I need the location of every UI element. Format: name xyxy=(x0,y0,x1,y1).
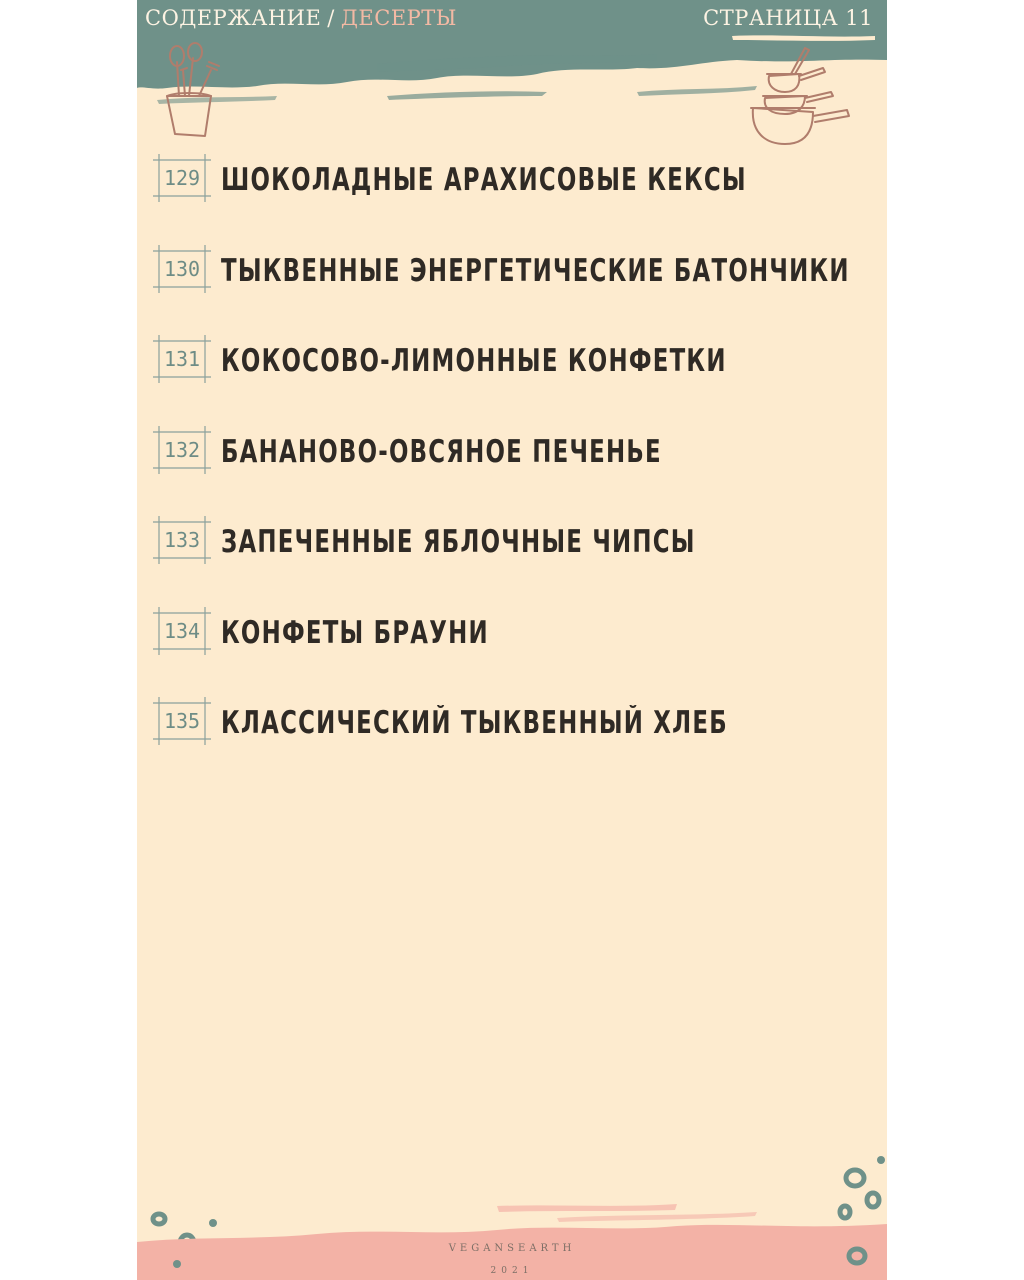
breadcrumb-separator: / xyxy=(327,6,335,30)
breadcrumb-contents[interactable]: СОДЕРЖАНИЕ xyxy=(145,6,322,30)
toc-title: БАНАНОВО-ОВСЯНОЕ ПЕЧЕНЬЕ xyxy=(221,433,662,470)
recipe-book-page xyxy=(137,0,887,1280)
toc-title: КОНФЕТЫ БРАУНИ xyxy=(221,614,489,651)
footer-brand: VEGANSEARTH xyxy=(448,1243,576,1254)
footer-year: 2021 xyxy=(490,1266,534,1276)
toc-title: ЗАПЕЧЕННЫЕ ЯБЛОЧНЫЕ ЧИПСЫ xyxy=(221,524,696,560)
page-number-box: 132 xyxy=(157,430,207,470)
toc-title: КОКОСОВО-ЛИМОННЫЕ КОНФЕТКИ xyxy=(221,343,727,379)
page-number-label: СТРАНИЦА 11 xyxy=(703,6,873,30)
toc-title: КЛАССИЧЕСКИЙ ТЫКВЕННЫЙ ХЛЕБ xyxy=(221,705,728,741)
toc-entry-132[interactable] xyxy=(157,430,877,521)
toc-entry-134[interactable] xyxy=(157,611,877,702)
toc-entry-133[interactable] xyxy=(157,520,877,611)
page-number-box: 133 xyxy=(157,520,207,560)
toc-title: ТЫКВЕННЫЕ ЭНЕРГЕТИЧЕСКИЕ БАТОНЧИКИ xyxy=(221,252,850,289)
page-number-box: 129 xyxy=(157,158,207,198)
toc-entry-135[interactable] xyxy=(157,701,877,792)
toc-title: ШОКОЛАДНЫЕ АРАХИСОВЫЕ КЕКСЫ xyxy=(221,162,747,198)
page-number-box: 131 xyxy=(157,339,207,379)
utensil-jar-icon xyxy=(157,40,237,140)
table-of-contents xyxy=(157,158,877,792)
page-number-box: 130 xyxy=(157,249,207,289)
toc-entry-130[interactable] xyxy=(157,249,877,340)
cooking-pots-icon xyxy=(747,44,857,152)
toc-entry-129[interactable] xyxy=(157,158,877,249)
toc-entry-131[interactable] xyxy=(157,339,877,430)
page-number-box: 134 xyxy=(157,611,207,651)
page-number-box: 135 xyxy=(157,701,207,741)
breadcrumb-section[interactable]: ДЕСЕРТЫ xyxy=(340,6,457,30)
breadcrumb xyxy=(145,6,457,30)
